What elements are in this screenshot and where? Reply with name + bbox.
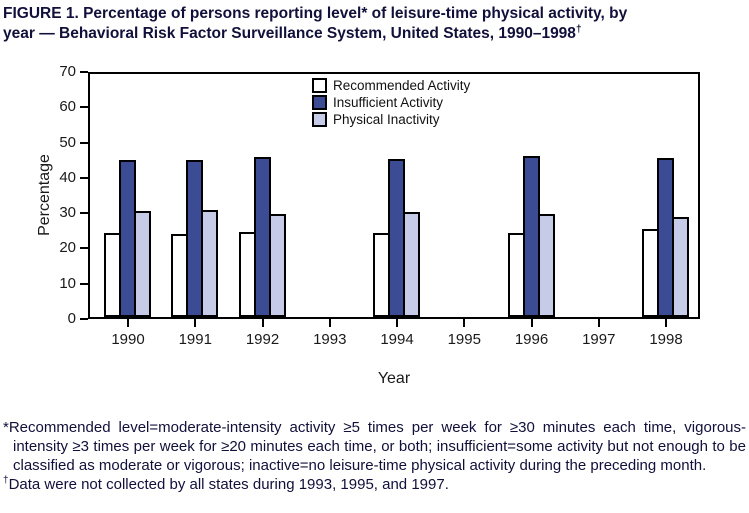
legend-label: Recommended Activity [333,78,471,93]
legend-label: Physical Inactivity [333,112,440,127]
footnote-star: *Recommended level=moderate-intensity activity ≥5 times per week for ≥30 minutes each time, vigorous-intensity ≥3 times per week for ≥20 minutes each time, or both; insufficient=some activity but not enough to be classified as moderate or vigorous; inactive=no leisure-time physical activity during the preceding month. [3,419,746,474]
y-tick-mark [80,247,88,249]
x-tick-mark [665,319,667,327]
x-tick-label-1990: 1990 [111,331,145,348]
bar-1998-physical-inactivity [672,217,689,317]
y-tick-label: 70 [59,63,76,80]
y-tick-label: 50 [59,133,76,151]
legend-label: Insufficient Activity [333,95,444,110]
x-tick-mark [531,319,533,327]
x-tick-mark [262,319,264,327]
y-tick-mark [80,318,88,320]
y-tick-mark [80,283,88,285]
y-tick-label: 0 [67,310,76,327]
x-tick-label-1994: 1994 [380,331,414,348]
y-tick-label: 10 [59,274,76,292]
footnotes [0,418,749,494]
y-tick-label: 20 [59,239,76,257]
legend-item [312,77,470,94]
y-tick-label: 60 [59,98,76,116]
legend-item [312,94,470,111]
x-tick-label-1995: 1995 [447,331,481,348]
footnote-dagger-mark: † [3,475,9,486]
x-tick-label-1993: 1993 [313,331,347,348]
x-tick-label-1998: 1998 [649,331,683,348]
y-tick-mark [80,71,88,73]
y-tick-mark [80,106,88,108]
bar-1992-physical-inactivity [269,214,286,317]
y-axis-title: Percentage [36,154,53,236]
x-tick-mark [194,319,196,327]
x-tick-mark [329,319,331,327]
figure-title [0,0,749,45]
bar-1990-physical-inactivity [134,211,151,317]
y-tick-mark [80,177,88,179]
chart-area [0,45,749,398]
y-tick-label: 30 [59,204,76,222]
plot-area [88,72,700,319]
legend-swatch-physical-inactivity [312,112,327,127]
x-tick-mark [463,319,465,327]
y-tick-mark [80,142,88,144]
figure-title-line1: FIGURE 1. Percentage of persons reporting level* of leisure-time physical activity, by [3,5,628,22]
x-tick-mark [127,319,129,327]
legend [312,77,470,128]
title-dagger-mark: † [575,23,582,35]
x-tick-mark [396,319,398,327]
legend-item [312,111,470,128]
x-tick-label-1996: 1996 [514,331,549,348]
figure-title-line2: year — Behavioral Risk Factor Surveillance System, United States, 1990–1998 [3,25,576,42]
x-tick-label-1992: 1992 [245,331,280,348]
x-tick-label-1997: 1997 [582,331,616,348]
bar-1994-physical-inactivity [403,212,420,317]
footnote-dagger-text: Data were not collected by all states during 1993, 1995, and 1997. [8,476,449,493]
y-tick-mark [80,212,88,214]
x-axis-title: Year [377,370,411,387]
x-tick-label-1991: 1991 [178,331,212,348]
footnote-dagger [3,475,746,494]
x-tick-mark [598,319,600,327]
legend-swatch-insufficient-activity [312,95,327,110]
y-tick-label: 40 [59,168,76,186]
bar-1996-physical-inactivity [538,214,555,317]
legend-swatch-recommended-activity [312,78,327,93]
bar-1991-physical-inactivity [201,210,218,317]
